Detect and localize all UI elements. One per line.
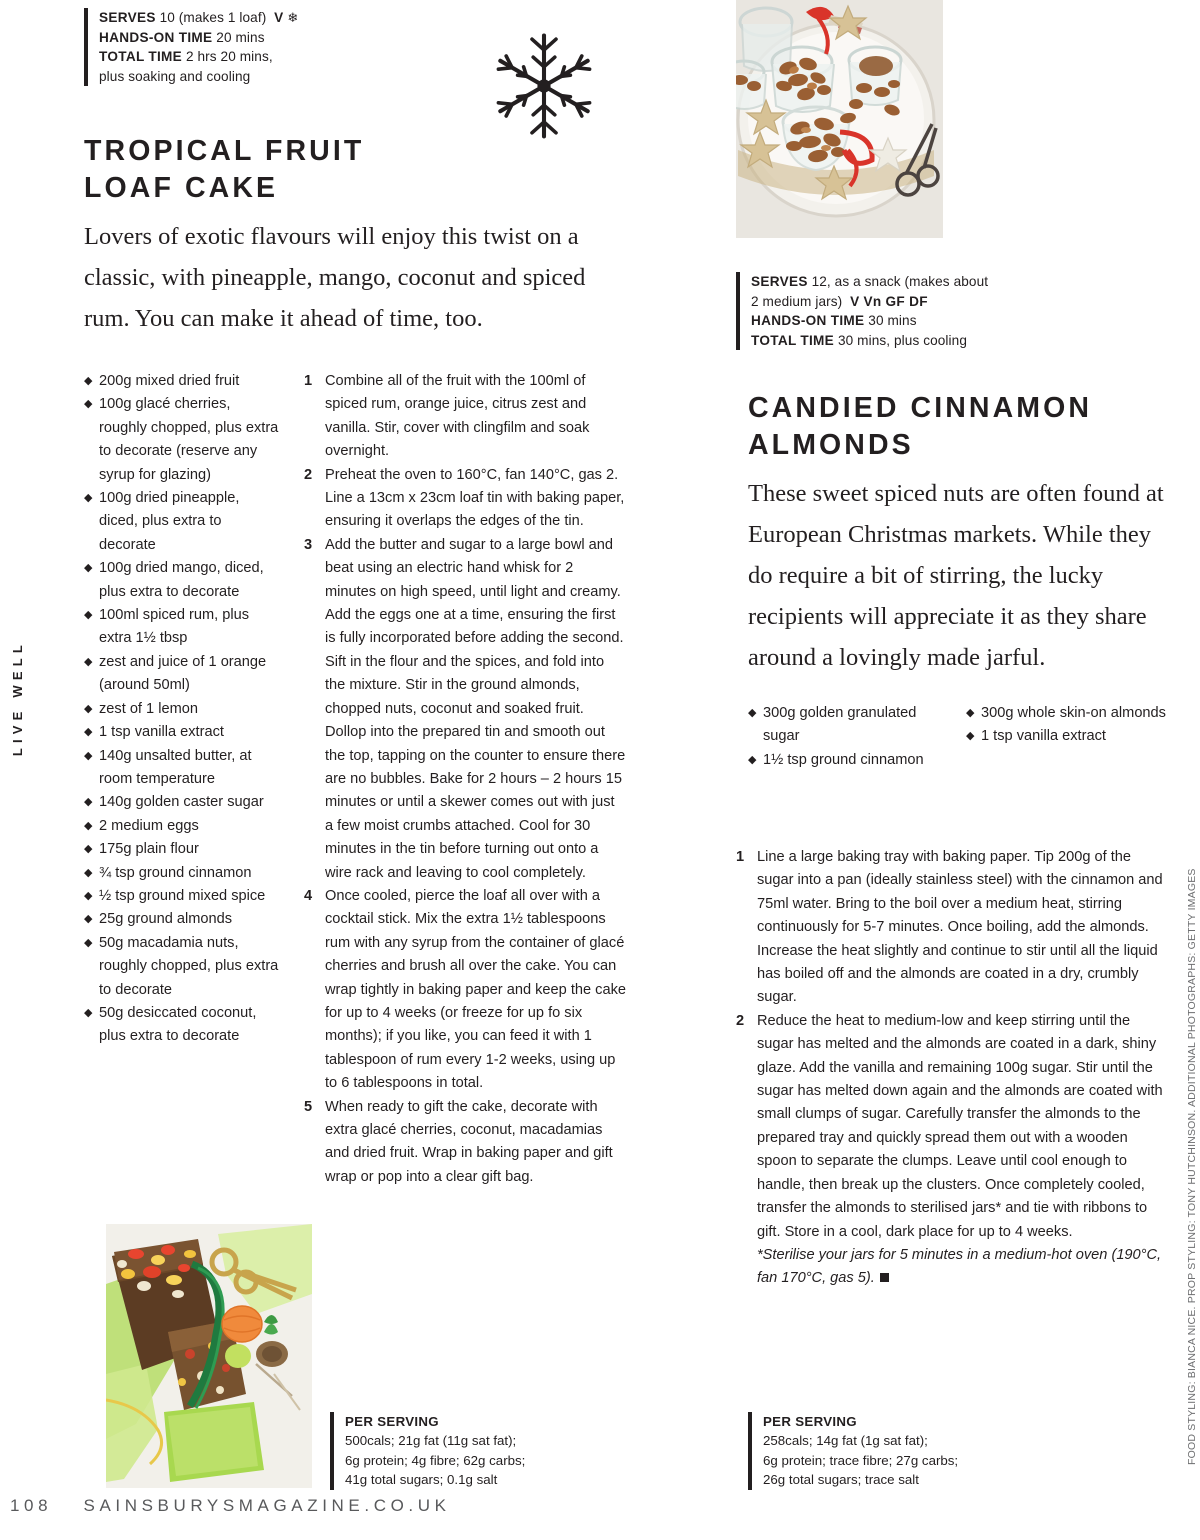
ingredient-item bbox=[84, 370, 280, 393]
diamond-bullet-icon: ◆ bbox=[84, 796, 93, 809]
ingredient-item bbox=[84, 745, 280, 792]
ingredient-item bbox=[966, 702, 1166, 725]
method-step-number: 3 bbox=[304, 536, 313, 553]
diamond-bullet-icon: ◆ bbox=[84, 866, 93, 879]
snowflake-decoration-icon bbox=[484, 26, 604, 146]
ingredient-item bbox=[84, 698, 280, 721]
method-step bbox=[304, 885, 626, 1096]
left-recipe-photo bbox=[106, 1224, 312, 1488]
ingredient-item bbox=[84, 815, 280, 838]
right-ingredients-list-col1 bbox=[748, 702, 948, 772]
right-meta-hands-on bbox=[751, 311, 1091, 331]
method-step-text: Combine all of the fruit with the 100ml of spiced rum, orange juice, citrus zest and vanilla. Stir, cover with clingfilm and soak overnight. bbox=[325, 373, 590, 460]
diamond-bullet-icon: ◆ bbox=[748, 707, 757, 719]
right-recipe-photo bbox=[736, 0, 943, 238]
ingredient-text: 1 tsp vanilla extract bbox=[99, 724, 224, 741]
ingredient-item bbox=[84, 557, 280, 604]
total-time-value: 2 hrs 20 mins, bbox=[185, 49, 273, 64]
method-step-number: 1 bbox=[736, 849, 745, 865]
method-step-text: Once cooled, pierce the loaf all over with a cocktail stick. Mix the extra 1½ tablespoons rum with any syrup from the container of glacé cherries and brush all over the cake. You can wrap tightly in baking paper and keep the cake for up to 4 weeks (or freeze for up fo six months); if you like, you can feed it with 1 tablespoon of rum every 1-2 weeks, using up to 6 tablespoons in total. bbox=[325, 887, 626, 1092]
left-per-serving-line2: 6g protein; 4g fibre; 62g carbs; bbox=[345, 1452, 526, 1468]
left-per-serving-box bbox=[330, 1412, 635, 1490]
ingredient-text: zest of 1 lemon bbox=[99, 700, 198, 717]
ingredient-text: 100g dried pineapple, diced, plus extra to decorate bbox=[99, 490, 240, 553]
method-step-text: Reduce the heat to medium-low and keep stirring until the sugar has melted and the almonds are coated in a dark, shiny glaze. Add the vanilla and remaining 100g sugar. Stir until the sugar has melted down again and the almonds are coated with small clumps of sugar. Carefully transfer the almonds to the prepared tray and quickly spread them out with a wooden spoon to separate the clumps. Leave until cool enough to handle, then break up the clusters. Once completely cooled, transfer the almonds to sterilised jars* and tie with ribbons to gift. Store in a cool, dark place for up to 4 weeks. bbox=[757, 1012, 1163, 1240]
serves-value: 12, as a snack (makes about bbox=[811, 274, 989, 289]
diamond-bullet-icon: ◆ bbox=[84, 398, 93, 411]
method-step-text: Preheat the oven to 160°C, fan 140°C, gas 2. Line a 13cm x 23cm loaf tin with baking paper, ensuring it overlaps the edges of the tin. bbox=[325, 466, 625, 530]
serves-value-cont: 2 medium jars) bbox=[751, 293, 843, 309]
left-recipe-title-line2: LOAF CAKE bbox=[84, 172, 279, 204]
website-url[interactable]: SAINSBURYSMAGAZINE.CO.UK bbox=[83, 1496, 451, 1515]
serves-label: SERVES bbox=[99, 10, 156, 25]
method-step-text: Add the butter and sugar to a large bowl and beat using an electric hand whisk for 2 minutes on high speed, until light and creamy. Add the eggs one at a time, ensuring the first is fully incorporated before adding the second. Sift in the flour and the spices, and fold into the mixture. Stir in the ground almonds, chopped nuts, coconut and soaked fruit. Dollop into the prepared tin and smooth out the top, tapping on the counter to ensure there are no bubbles. Bake for 2 hours – 2 hours 15 minutes or until a skewer comes out with just a few moist crumbs attached. Cool for 30 minutes in the tin before turning out onto a wire rack and leaving to cool completely. bbox=[325, 536, 626, 881]
ingredient-text: 25g ground almonds bbox=[99, 911, 233, 928]
ingredient-text: 200g mixed dried fruit bbox=[99, 373, 240, 389]
ingredient-text: ½ tsp ground mixed spice bbox=[99, 887, 266, 904]
page-footer bbox=[10, 1496, 451, 1516]
ingredient-text: 140g golden caster sugar bbox=[99, 794, 264, 811]
ingredient-text: 300g whole skin-on almonds bbox=[981, 705, 1166, 721]
right-ingredients-list-col2 bbox=[966, 702, 1166, 749]
ingredient-item bbox=[84, 791, 280, 814]
left-recipe-title bbox=[84, 133, 514, 207]
ingredient-text: 1 tsp vanilla extract bbox=[981, 728, 1106, 745]
ingredient-text: ¾ tsp ground cinnamon bbox=[99, 864, 252, 881]
left-meta-total-extra: plus soaking and cooling bbox=[99, 68, 251, 84]
ingredient-text: 50g macadamia nuts, roughly chopped, plus extra to decorate bbox=[99, 934, 279, 998]
ingredient-item bbox=[84, 487, 280, 557]
diamond-bullet-icon: ◆ bbox=[748, 753, 757, 766]
right-recipe-title-line1: CANDIED CINNAMON bbox=[748, 392, 1093, 424]
right-meta-serves bbox=[751, 272, 1091, 292]
snowflake-icon: ❄ bbox=[287, 10, 299, 25]
hands-on-value: 20 mins bbox=[216, 29, 265, 45]
diamond-bullet-icon: ◆ bbox=[84, 702, 93, 715]
method-step-number: 4 bbox=[304, 887, 313, 904]
left-per-serving-line3: 41g total sugars; 0.1g salt bbox=[345, 1472, 498, 1488]
diamond-bullet-icon: ◆ bbox=[84, 375, 93, 387]
section-rail-live-well: LIVE WELL bbox=[10, 640, 25, 757]
right-recipe-title-line2: ALMONDS bbox=[748, 429, 914, 461]
photo-credits-rail: FOOD STYLING: BIANCA NICE. PROP STYLING: TONY HUTCHINSON. ADDITIONAL PHOTOGRAPHS: GETTY IMAGES bbox=[1186, 868, 1198, 1465]
diamond-bullet-icon: ◆ bbox=[84, 1006, 93, 1019]
diamond-bullet-icon: ◆ bbox=[84, 913, 93, 926]
left-meta-total-time bbox=[99, 47, 429, 67]
ingredient-item bbox=[84, 393, 280, 487]
page-number: 108 bbox=[10, 1496, 53, 1515]
hands-on-label: HANDS-ON TIME bbox=[99, 29, 213, 45]
serves-label: SERVES bbox=[751, 274, 808, 289]
left-per-serving-line1: 500cals; 21g fat (11g sat fat); bbox=[345, 1433, 517, 1449]
method-footnote-text: *Sterilise your jars for 5 minutes in a medium-hot oven (190°C, fan 170°C, gas 5). bbox=[757, 1246, 1162, 1287]
method-step-number: 5 bbox=[304, 1098, 313, 1115]
ingredient-item bbox=[748, 749, 948, 772]
method-step bbox=[736, 1010, 1170, 1244]
right-per-serving-title: PER SERVING bbox=[763, 1414, 857, 1429]
ingredient-item bbox=[84, 1002, 280, 1049]
method-step-text: When ready to gift the cake, decorate with extra glacé cherries, coconut, macadamias and dried fruit. Wrap in baking paper and gift wrap or pop into a clear gift bag. bbox=[325, 1098, 613, 1185]
ingredient-item bbox=[84, 885, 280, 908]
diet-badges: V Vn GF DF bbox=[850, 293, 928, 309]
left-method-list bbox=[304, 370, 626, 1189]
diamond-bullet-icon: ◆ bbox=[84, 655, 93, 668]
ingredient-text: 140g unsalted butter, at room temperature bbox=[99, 747, 252, 787]
diamond-bullet-icon: ◆ bbox=[84, 562, 93, 575]
method-step bbox=[304, 1096, 626, 1190]
right-per-serving-box bbox=[748, 1412, 1063, 1490]
ingredient-item bbox=[84, 908, 280, 931]
right-recipe-title bbox=[748, 390, 1188, 464]
method-step bbox=[304, 534, 626, 885]
right-method-list bbox=[736, 846, 1170, 1291]
left-recipe-standfirst: Lovers of exotic flavours will enjoy this twist on a classic, with pineapple, mango, coconut and spiced rum. You can make it ahead of time, too. bbox=[84, 223, 586, 332]
hands-on-label: HANDS-ON TIME bbox=[751, 313, 865, 328]
right-per-serving-line2: 6g protein; trace fibre; 27g carbs; bbox=[763, 1452, 959, 1468]
left-meta-hands-on bbox=[99, 28, 429, 48]
left-recipe-title-line1: TROPICAL FRUIT bbox=[84, 135, 365, 167]
ingredient-text: zest and juice of 1 orange (around 50ml) bbox=[99, 653, 267, 694]
ingredient-item bbox=[84, 862, 280, 885]
diamond-bullet-icon: ◆ bbox=[84, 609, 93, 622]
diamond-bullet-icon: ◆ bbox=[84, 843, 93, 856]
ingredient-text: 100g dried mango, diced, plus extra to decorate bbox=[99, 560, 264, 600]
ingredient-text: 300g golden granulated sugar bbox=[763, 705, 917, 745]
method-footnote bbox=[736, 1244, 1170, 1291]
ingredient-text: 100ml spiced rum, plus extra 1½ tbsp bbox=[99, 607, 250, 647]
right-per-serving-line3: 26g total sugars; trace salt bbox=[763, 1472, 919, 1488]
total-time-label: TOTAL TIME bbox=[751, 332, 835, 348]
ingredient-item bbox=[84, 932, 280, 1002]
ingredient-text: 2 medium eggs bbox=[99, 817, 199, 834]
total-time-value: 30 mins, plus cooling bbox=[837, 332, 967, 348]
diamond-bullet-icon: ◆ bbox=[84, 726, 93, 739]
diet-badges: V bbox=[274, 10, 284, 25]
diamond-bullet-icon: ◆ bbox=[84, 819, 93, 832]
left-per-serving-title: PER SERVING bbox=[345, 1414, 439, 1429]
method-step-text: Line a large baking tray with baking paper. Tip 200g of the sugar into a pan (ideally stainless steel) with the cinnamon and 75ml water. Bring to the boil over a medium heat, stirring continuously for 5-7 minutes. Once boiling, add the almonds. Increase the heat slightly and continue to stir until all the liquid has boiled off and the almonds are coated in a dry, crumbly sugar. bbox=[757, 849, 1163, 1006]
diamond-bullet-icon: ◆ bbox=[966, 730, 975, 743]
right-recipe-meta-block bbox=[736, 272, 1091, 350]
ingredient-item bbox=[84, 651, 280, 698]
serves-value: 10 (makes 1 loaf) bbox=[159, 10, 267, 25]
method-step-number: 2 bbox=[304, 466, 313, 483]
diamond-bullet-icon: ◆ bbox=[84, 936, 93, 949]
ingredient-item bbox=[84, 838, 280, 861]
right-meta-serves-cont bbox=[751, 292, 1091, 312]
diamond-bullet-icon: ◆ bbox=[84, 492, 93, 505]
ingredient-text: 175g plain flour bbox=[99, 841, 199, 858]
left-meta-serves bbox=[99, 8, 429, 28]
method-step bbox=[304, 464, 626, 534]
method-step-number: 2 bbox=[736, 1012, 745, 1029]
hands-on-value: 30 mins bbox=[868, 313, 917, 328]
ingredient-item bbox=[748, 702, 948, 749]
left-ingredients-list bbox=[84, 370, 280, 1049]
ingredient-item bbox=[966, 725, 1166, 748]
diamond-bullet-icon: ◆ bbox=[966, 707, 975, 719]
left-recipe-meta-block bbox=[84, 8, 429, 86]
ingredient-text: 50g desiccated coconut, plus extra to decorate bbox=[99, 1004, 257, 1045]
diamond-bullet-icon: ◆ bbox=[84, 749, 93, 762]
ingredient-text: 1½ tsp ground cinnamon bbox=[763, 751, 924, 768]
diamond-bullet-icon: ◆ bbox=[84, 889, 93, 902]
method-step-number: 1 bbox=[304, 373, 313, 389]
right-meta-total-time bbox=[751, 331, 1091, 351]
end-of-article-mark-icon bbox=[880, 1273, 889, 1282]
ingredient-item bbox=[84, 721, 280, 744]
ingredient-item bbox=[84, 604, 280, 651]
method-step bbox=[304, 370, 626, 464]
total-time-label: TOTAL TIME bbox=[99, 49, 183, 64]
method-step bbox=[736, 846, 1170, 1010]
right-per-serving-line1: 258cals; 14g fat (1g sat fat); bbox=[763, 1433, 928, 1449]
right-recipe-standfirst: These sweet spiced nuts are often found at European Christmas markets. While they do require a bit of stirring, the lucky recipients will appreciate it as they share around a lovingly made jarful. bbox=[748, 480, 1164, 671]
ingredient-text: 100g glacé cherries, roughly chopped, plus extra to decorate (reserve any syrup for glazing) bbox=[99, 396, 279, 483]
